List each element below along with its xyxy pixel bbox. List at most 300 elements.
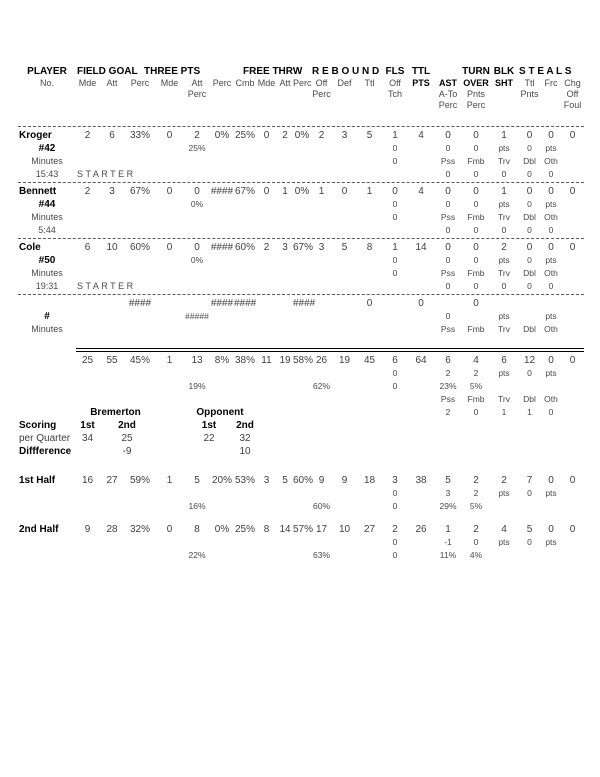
cole-line-3-stl-frc: Oth bbox=[544, 268, 558, 279]
cole-line-4-ast: 0 bbox=[445, 281, 451, 292]
totals-line-1-blk-sht: 6 bbox=[501, 354, 507, 366]
header-row-2 bbox=[18, 78, 584, 89]
bennett-line-1-reb-ttl: 1 bbox=[366, 185, 373, 197]
second-half-line-1-blk-sht: 4 bbox=[501, 523, 507, 535]
kroger-line-4-fg-mde: STARTER bbox=[77, 169, 136, 179]
second-half-line-2-turnover: 0 bbox=[473, 537, 479, 548]
scoring-quarter-values-fg-att: 25 bbox=[121, 432, 133, 444]
kroger-line-1-player: Kroger bbox=[19, 129, 52, 141]
scoring-quarter-headers-cmb: 2nd bbox=[236, 419, 254, 431]
cole-line-3-fls: 0 bbox=[392, 268, 398, 279]
header-row-1-reb-off: R E B O U N D bbox=[312, 66, 380, 77]
bennett-line-1-tp-mde: 0 bbox=[166, 185, 173, 197]
totals-line-1-reb-ttl: 45 bbox=[363, 354, 376, 366]
header-row-3-reb-off: Perc bbox=[312, 89, 331, 99]
cole-line-1-blk-sht: 2 bbox=[501, 241, 507, 253]
second-half-line-1-ttl-pts: 26 bbox=[415, 523, 427, 535]
header-row-1-ft-mde: FREE THRW bbox=[243, 66, 303, 77]
totals-line-3-reb-off: 62% bbox=[312, 381, 330, 392]
blank-player-line-2-ast: 0 bbox=[445, 311, 451, 322]
kroger-line-3-player: Minutes bbox=[31, 156, 63, 166]
bennett-line-2-turnover: 0 bbox=[473, 199, 479, 210]
totals-line-2-turnover: 2 bbox=[473, 368, 479, 379]
header-row-2-fls: Off bbox=[389, 78, 401, 88]
header-row-1-fg-mde: FIELD GOAL bbox=[77, 66, 138, 77]
second-half-line-1-ft-perc: 57% bbox=[293, 523, 314, 535]
totals-line-4 bbox=[18, 393, 584, 406]
bennett-line-2-stl-frc: pts bbox=[545, 199, 557, 210]
totals-line-1-cmb: 38% bbox=[234, 354, 255, 366]
first-half-line-3-turnover: 5% bbox=[469, 501, 483, 512]
first-half-line-1-ft-att: 5 bbox=[282, 474, 288, 486]
header-row-3-fls: Tch bbox=[387, 89, 402, 99]
blank-player-line-1-cmb: #### bbox=[234, 297, 257, 309]
second-half-line-1-ft-mde: 8 bbox=[263, 523, 270, 535]
second-half-line-2-stl-frc: pts bbox=[545, 537, 557, 548]
blank-player-line-2-blk-sht: pts bbox=[498, 311, 510, 322]
second-half-line-2 bbox=[18, 536, 584, 549]
blank-player-line-1-ft-perc: #### bbox=[293, 297, 316, 309]
kroger-line-4-player: 15:43 bbox=[35, 169, 59, 179]
header-row-2-tp-mde: Mde bbox=[160, 78, 179, 88]
header-row-3-ast: A-To bbox=[438, 89, 458, 99]
blank-player-line-1-fg-perc: #### bbox=[128, 297, 152, 309]
blank-player-line-2 bbox=[18, 310, 584, 323]
totals-line-2 bbox=[18, 367, 584, 380]
kroger-line-1-stl-chg: 0 bbox=[569, 129, 576, 141]
header-row-4-ast: Perc bbox=[438, 100, 458, 110]
blank-player-line-3-player: Minutes bbox=[31, 324, 63, 334]
second-half-line-1-stl-chg: 0 bbox=[569, 523, 576, 535]
scoring-teams-tp-att: Opponent bbox=[196, 406, 244, 418]
kroger-line-2-fls: 0 bbox=[392, 143, 398, 154]
second-half-line-3 bbox=[18, 549, 584, 562]
bennett-line-1-fg-mde: 2 bbox=[84, 185, 91, 197]
bennett-line-3-player: Minutes bbox=[31, 212, 63, 222]
totals-line-4-blk-sht: Trv bbox=[498, 394, 510, 405]
kroger-line-1-fls: 1 bbox=[392, 129, 398, 141]
bennett-line-1-player: Bennett bbox=[19, 185, 57, 197]
scoring-quarter-headers-player: Scoring bbox=[19, 419, 57, 431]
second-half-line-1-tp-att: 8 bbox=[194, 523, 200, 535]
totals-line-1-fg-mde: 25 bbox=[81, 354, 94, 366]
first-half-line-1-stl-ttl: 7 bbox=[526, 474, 533, 486]
cole-line-1-reb-def: 5 bbox=[341, 241, 348, 253]
header-row-1-turnover: TURN bbox=[462, 66, 490, 77]
second-half-line-3-turnover: 4% bbox=[469, 550, 483, 561]
first-half-line-1-ttl-pts: 38 bbox=[415, 474, 427, 486]
blank-player-line-3-ast: Pss bbox=[440, 324, 456, 335]
cole-line-4-blk-sht: 0 bbox=[501, 281, 507, 292]
scoring-difference-cmb: 10 bbox=[239, 445, 251, 457]
cole-line-3 bbox=[18, 267, 584, 280]
kroger-line-1-stl-frc: 0 bbox=[548, 129, 554, 141]
header-row-2-tp-att: Att bbox=[191, 78, 203, 88]
separator bbox=[18, 126, 584, 127]
first-half-line-3 bbox=[18, 500, 584, 513]
scoring-teams-turnover: 0 bbox=[473, 407, 479, 418]
bennett-line-4-ast: 0 bbox=[445, 225, 451, 236]
second-half-line-1-cmb: 25% bbox=[234, 523, 255, 535]
cole-line-1-fg-att: 10 bbox=[106, 241, 118, 253]
first-half-line-1-fls: 3 bbox=[392, 474, 398, 486]
cole-line-4-stl-frc: 0 bbox=[548, 281, 554, 292]
bennett-line-1-cmb: 67% bbox=[234, 185, 255, 197]
kroger-line-2-turnover: 0 bbox=[473, 143, 479, 154]
totals-line-1 bbox=[18, 354, 584, 367]
header-row-4-turnover: Perc bbox=[466, 100, 486, 110]
totals-line-1-fg-att: 55 bbox=[106, 354, 118, 366]
cole-line-2-ast: 0 bbox=[445, 255, 451, 266]
cole-line-1-ft-att: 3 bbox=[282, 241, 288, 253]
second-half-line-1-stl-frc: 0 bbox=[548, 523, 554, 535]
bennett-line-3-stl-frc: Oth bbox=[544, 212, 558, 223]
blank-player-line-2-stl-frc: pts bbox=[545, 311, 557, 322]
bennett-line-1-blk-sht: 1 bbox=[501, 185, 507, 197]
header-row-1-tp-mde: THREE PTS bbox=[144, 66, 201, 77]
second-half-line-2-ast: -1 bbox=[444, 537, 452, 548]
totals-line-1-tp-att: 13 bbox=[191, 354, 203, 366]
header-row-4 bbox=[18, 100, 584, 111]
bennett-line-3-stl-ttl: Dbl bbox=[523, 212, 536, 223]
cole-line-1-player: Cole bbox=[19, 241, 41, 253]
first-half-line-1-player: 1st Half bbox=[19, 474, 56, 486]
bennett-line-3-ast: Pss bbox=[440, 212, 456, 223]
cole-line-3-turnover: Fmb bbox=[467, 268, 485, 279]
bennett-line-2-fls: 0 bbox=[392, 199, 398, 210]
totals-line-3-ast: 23% bbox=[439, 381, 457, 392]
bennett-line-4-blk-sht: 0 bbox=[501, 225, 507, 236]
bennett-line-2-tp-att: 0% bbox=[190, 199, 204, 210]
cole-line-1-stl-ttl: 0 bbox=[526, 241, 533, 253]
totals-line-1-ft-att: 19 bbox=[279, 354, 291, 366]
bennett-line-1 bbox=[18, 185, 584, 198]
cole-line-1-tp-att: 0 bbox=[194, 241, 200, 253]
kroger-line-4-turnover: 0 bbox=[473, 169, 479, 180]
second-half-line-2-blk-sht: pts bbox=[498, 537, 510, 548]
first-half-line-1-fg-att: 27 bbox=[106, 474, 118, 486]
bennett-line-1-stl-frc: 0 bbox=[548, 185, 554, 197]
second-half-line-1-ast: 1 bbox=[445, 523, 451, 535]
kroger-line-1-reb-off: 2 bbox=[318, 129, 325, 141]
bennett-line-4-player: 5:44 bbox=[38, 225, 56, 235]
first-half-line-1-tp-perc: 20% bbox=[211, 474, 232, 486]
header-row-3-tp-att: Perc bbox=[187, 89, 207, 99]
first-half-line-2-blk-sht: pts bbox=[498, 488, 510, 499]
kroger-line-1 bbox=[18, 129, 584, 142]
first-half-line-1-reb-ttl: 18 bbox=[363, 474, 376, 486]
blank-player-line-1-reb-ttl: 0 bbox=[366, 297, 373, 309]
scoring-teams-ast: 2 bbox=[445, 407, 451, 418]
kroger-line-1-cmb: 25% bbox=[234, 129, 255, 141]
separator bbox=[18, 182, 584, 183]
second-half-line-1-turnover: 2 bbox=[473, 523, 479, 535]
kroger-line-1-tp-mde: 0 bbox=[166, 129, 173, 141]
header-row-2-stl-ttl: Ttl bbox=[524, 78, 535, 88]
bennett-line-1-tp-perc: #### bbox=[210, 185, 234, 197]
blank-player-line-1-tp-perc: #### bbox=[210, 297, 234, 309]
totals-line-3-tp-att: 19% bbox=[188, 381, 206, 392]
kroger-line-2-player: #42 bbox=[38, 142, 56, 154]
totals-line-2-stl-frc: pts bbox=[545, 368, 557, 379]
scoring-quarter-headers-tp-att: 1st bbox=[201, 419, 217, 431]
cole-line-1-reb-ttl: 8 bbox=[366, 241, 373, 253]
bennett-line-1-ft-att: 1 bbox=[282, 185, 288, 197]
spacer bbox=[18, 336, 584, 346]
kroger-line-1-fg-perc: 33% bbox=[129, 129, 150, 141]
separator bbox=[18, 238, 584, 239]
totals-line-2-fls: 0 bbox=[392, 368, 398, 379]
first-half-line-3-fls: 0 bbox=[392, 501, 398, 512]
totals-line-1-fls: 6 bbox=[392, 354, 398, 366]
cole-line-2-player: #50 bbox=[38, 254, 56, 266]
first-half-line-1-tp-att: 5 bbox=[194, 474, 200, 486]
bennett-line-1-reb-off: 1 bbox=[318, 185, 325, 197]
bennett-line-1-fg-att: 3 bbox=[109, 185, 115, 197]
kroger-line-2-ast: 0 bbox=[445, 143, 451, 154]
kroger-line-1-ast: 0 bbox=[445, 129, 451, 141]
cole-line-1-ttl-pts: 14 bbox=[415, 241, 427, 253]
second-half-line-1-reb-ttl: 27 bbox=[363, 523, 376, 535]
totals-line-1-stl-chg: 0 bbox=[569, 354, 576, 366]
cole-line-1-stl-frc: 0 bbox=[548, 241, 554, 253]
totals-line-4-stl-ttl: Dbl bbox=[523, 394, 536, 405]
header-row-3-turnover: Pnts bbox=[466, 89, 485, 99]
first-half-line-1-ast: 5 bbox=[445, 474, 451, 486]
totals-line-1-stl-ttl: 12 bbox=[523, 354, 536, 366]
header-row-2-ttl-pts: PTS bbox=[412, 78, 430, 88]
second-half-line-1-reb-off: 17 bbox=[315, 523, 328, 535]
header-row-1-blk-sht: BLK bbox=[493, 66, 515, 77]
blank-player-line-3-stl-ttl: Dbl bbox=[523, 324, 536, 335]
scoring-quarter-values-player: per Quarter bbox=[19, 432, 71, 444]
cole-line-1-stl-chg: 0 bbox=[569, 241, 576, 253]
first-half-line-3-tp-att: 16% bbox=[188, 501, 206, 512]
cole-line-4-fg-mde: STARTER bbox=[77, 281, 136, 291]
cole-line-4 bbox=[18, 280, 584, 293]
kroger-line-4-ast: 0 bbox=[445, 169, 451, 180]
bennett-line-4-stl-frc: 0 bbox=[548, 225, 554, 236]
cole-line-1-cmb: 60% bbox=[234, 241, 255, 253]
header-row-4-stl-chg: Foul bbox=[563, 100, 582, 110]
header-row-2-turnover: OVER bbox=[463, 78, 489, 88]
second-half-line-3-tp-att: 22% bbox=[188, 550, 206, 561]
kroger-line-1-ft-mde: 0 bbox=[263, 129, 270, 141]
totals-line-4-turnover: Fmb bbox=[467, 394, 485, 405]
second-half-line-1-reb-def: 10 bbox=[338, 523, 351, 535]
header-row-2-stl-frc: Frc bbox=[544, 78, 558, 88]
bennett-line-1-ft-perc: 0% bbox=[294, 185, 310, 197]
bennett-line-2-stl-ttl: 0 bbox=[527, 199, 532, 210]
first-half-line-3-reb-off: 60% bbox=[312, 501, 330, 512]
second-half-line-1-player: 2nd Half bbox=[19, 523, 59, 535]
first-half-line-2-ast: 3 bbox=[445, 488, 451, 499]
cole-line-1-fg-mde: 6 bbox=[84, 241, 91, 253]
first-half-line-1-reb-def: 9 bbox=[341, 474, 348, 486]
totals-line-1-ft-perc: 58% bbox=[293, 354, 314, 366]
second-half-line-1-tp-perc: 0% bbox=[214, 523, 230, 535]
kroger-line-2-blk-sht: pts bbox=[498, 143, 510, 154]
second-half-line-1-fg-att: 28 bbox=[106, 523, 118, 535]
cole-line-4-turnover: 0 bbox=[473, 281, 479, 292]
first-half-line-2 bbox=[18, 487, 584, 500]
scoring-teams-fg-mde: Bremerton bbox=[90, 406, 141, 418]
spacer bbox=[18, 111, 584, 125]
header-row-3-stl-ttl: Pnts bbox=[520, 89, 539, 99]
scoring-difference-fg-att: -9 bbox=[122, 445, 132, 457]
totals-line-3 bbox=[18, 380, 584, 393]
scoring-quarter-headers-fg-att: 2nd bbox=[118, 419, 136, 431]
cole-line-1-ft-mde: 2 bbox=[263, 241, 270, 253]
scoring-teams-blk-sht: 1 bbox=[501, 407, 507, 418]
header-row-2-ft-att: Att bbox=[279, 78, 291, 88]
first-half-line-1 bbox=[18, 474, 584, 487]
scoring-quarter-headers-fg-mde: 1st bbox=[80, 419, 95, 431]
scoring-quarter-values-fg-mde: 34 bbox=[81, 432, 94, 444]
header-row-2-reb-def: Def bbox=[337, 78, 352, 88]
totals-line-2-stl-ttl: 0 bbox=[527, 368, 532, 379]
bennett-line-3-turnover: Fmb bbox=[467, 212, 485, 223]
blank-player-line-3-turnover: Fmb bbox=[467, 324, 485, 335]
cole-line-3-player: Minutes bbox=[31, 268, 63, 278]
cole-line-2-stl-frc: pts bbox=[545, 255, 557, 266]
header-row-2-fg-mde: Mde bbox=[78, 78, 97, 88]
kroger-line-4 bbox=[18, 168, 584, 181]
kroger-line-3-ast: Pss bbox=[440, 156, 456, 167]
kroger-line-1-tp-att: 2 bbox=[194, 129, 200, 141]
header-row-3-stl-chg: Off bbox=[566, 89, 579, 99]
first-half-line-1-stl-frc: 0 bbox=[548, 474, 554, 486]
header-row-1-player: PLAYER bbox=[27, 66, 67, 77]
kroger-line-1-tp-perc: 0% bbox=[214, 129, 230, 141]
scoring-teams-stl-frc: 0 bbox=[548, 407, 554, 418]
blank-player-line-2-player: # bbox=[44, 310, 50, 322]
bennett-line-3-blk-sht: Trv bbox=[498, 212, 510, 223]
header-row-1 bbox=[18, 66, 584, 78]
cole-line-2-stl-ttl: 0 bbox=[527, 255, 532, 266]
totals-line-1-tp-mde: 1 bbox=[166, 354, 173, 366]
totals-line-1-reb-off: 26 bbox=[315, 354, 328, 366]
blank-player-line-3 bbox=[18, 323, 584, 336]
header-row-2-tp-perc: Perc bbox=[212, 78, 232, 88]
totals-line-1-fg-perc: 45% bbox=[129, 354, 150, 366]
bennett-line-1-fls: 0 bbox=[392, 185, 398, 197]
header-row-2-cmb: Cmb bbox=[235, 78, 255, 88]
second-half-line-3-fls: 0 bbox=[392, 550, 398, 561]
first-half-line-3-ast: 29% bbox=[439, 501, 457, 512]
kroger-line-3-stl-ttl: Dbl bbox=[523, 156, 536, 167]
header-row-2-ast: AST bbox=[439, 78, 457, 88]
kroger-line-1-blk-sht: 1 bbox=[501, 129, 507, 141]
second-half-line-1 bbox=[18, 523, 584, 536]
header-row-2-reb-ttl: Ttl bbox=[364, 78, 375, 88]
kroger-line-1-ttl-pts: 4 bbox=[418, 129, 424, 141]
kroger-line-2-stl-ttl: 0 bbox=[527, 143, 532, 154]
first-half-line-1-tp-mde: 1 bbox=[166, 474, 173, 486]
totals-line-2-ast: 2 bbox=[445, 368, 451, 379]
kroger-line-2-stl-frc: pts bbox=[545, 143, 557, 154]
bennett-line-4-stl-ttl: 0 bbox=[527, 225, 532, 236]
second-half-line-1-tp-mde: 0 bbox=[166, 523, 173, 535]
first-half-line-1-cmb: 53% bbox=[234, 474, 255, 486]
header-row-2-blk-sht: SHT bbox=[495, 78, 513, 88]
bennett-line-3 bbox=[18, 211, 584, 224]
totals-line-1-reb-def: 19 bbox=[338, 354, 351, 366]
first-half-line-2-turnover: 2 bbox=[473, 488, 479, 499]
scoring-quarter-values-tp-att: 22 bbox=[203, 432, 215, 444]
cole-line-1 bbox=[18, 241, 584, 254]
header-row-2-ft-mde: Mde bbox=[257, 78, 276, 88]
totals-line-1-ft-mde: 11 bbox=[261, 354, 272, 366]
first-half-line-1-fg-perc: 59% bbox=[129, 474, 150, 486]
kroger-line-1-reb-def: 3 bbox=[341, 129, 348, 141]
header-row-2-reb-off: Off bbox=[315, 78, 328, 88]
bennett-line-1-ttl-pts: 4 bbox=[418, 185, 424, 197]
cole-line-3-stl-ttl: Dbl bbox=[523, 268, 536, 279]
first-half-line-2-stl-frc: pts bbox=[545, 488, 557, 499]
second-half-line-1-stl-ttl: 5 bbox=[526, 523, 533, 535]
kroger-line-3 bbox=[18, 155, 584, 168]
scoring-quarter-headers bbox=[18, 419, 584, 432]
cole-line-4-player: 19:31 bbox=[35, 281, 59, 291]
kroger-line-1-ft-att: 2 bbox=[282, 129, 288, 141]
second-half-line-2-fls: 0 bbox=[392, 537, 398, 548]
second-half-line-1-fg-perc: 32% bbox=[129, 523, 150, 535]
first-half-line-2-fls: 0 bbox=[392, 488, 398, 499]
totals-line-1-ttl-pts: 64 bbox=[415, 354, 427, 366]
kroger-line-4-stl-frc: 0 bbox=[548, 169, 554, 180]
scoring-difference bbox=[18, 445, 584, 458]
bennett-line-2 bbox=[18, 198, 584, 211]
kroger-line-1-turnover: 0 bbox=[473, 129, 479, 141]
cole-line-1-ast: 0 bbox=[445, 241, 451, 253]
kroger-line-1-reb-ttl: 5 bbox=[366, 129, 373, 141]
bennett-line-1-reb-def: 0 bbox=[341, 185, 348, 197]
spacer bbox=[18, 513, 584, 523]
scoring-difference-player: Diffference bbox=[19, 445, 72, 457]
second-half-line-1-fg-mde: 9 bbox=[84, 523, 91, 535]
second-half-line-1-ft-att: 14 bbox=[279, 523, 291, 535]
blank-player-line-1-ttl-pts: 0 bbox=[418, 297, 424, 309]
cole-line-1-reb-off: 3 bbox=[318, 241, 325, 253]
bennett-line-1-stl-ttl: 0 bbox=[526, 185, 533, 197]
totals-line-1-tp-perc: 8% bbox=[214, 354, 230, 366]
totals-rule bbox=[76, 348, 584, 352]
cole-line-1-fg-perc: 60% bbox=[129, 241, 150, 253]
cole-line-1-turnover: 0 bbox=[473, 241, 479, 253]
first-half-line-1-blk-sht: 2 bbox=[501, 474, 507, 486]
header-row-1-stl-ttl: S T E A L S bbox=[519, 66, 572, 77]
bennett-line-4-turnover: 0 bbox=[473, 225, 479, 236]
scoring-quarter-values-cmb: 32 bbox=[239, 432, 251, 444]
scoring-teams-stl-ttl: 1 bbox=[527, 407, 532, 418]
separator bbox=[18, 294, 584, 295]
kroger-line-2 bbox=[18, 142, 584, 155]
scoring-teams bbox=[18, 406, 584, 419]
totals-line-3-fls: 0 bbox=[392, 381, 398, 392]
kroger-line-3-turnover: Fmb bbox=[467, 156, 485, 167]
cole-line-3-ast: Pss bbox=[440, 268, 456, 279]
second-half-line-2-stl-ttl: 0 bbox=[527, 537, 532, 548]
kroger-line-3-blk-sht: Trv bbox=[498, 156, 510, 167]
kroger-line-2-tp-att: 25% bbox=[188, 143, 206, 154]
cole-line-1-fls: 1 bbox=[392, 241, 398, 253]
kroger-line-1-stl-ttl: 0 bbox=[526, 129, 533, 141]
second-half-line-1-fls: 2 bbox=[392, 523, 398, 535]
totals-line-4-stl-frc: Oth bbox=[544, 394, 558, 405]
cole-line-4-stl-ttl: 0 bbox=[527, 281, 532, 292]
cole-line-2 bbox=[18, 254, 584, 267]
